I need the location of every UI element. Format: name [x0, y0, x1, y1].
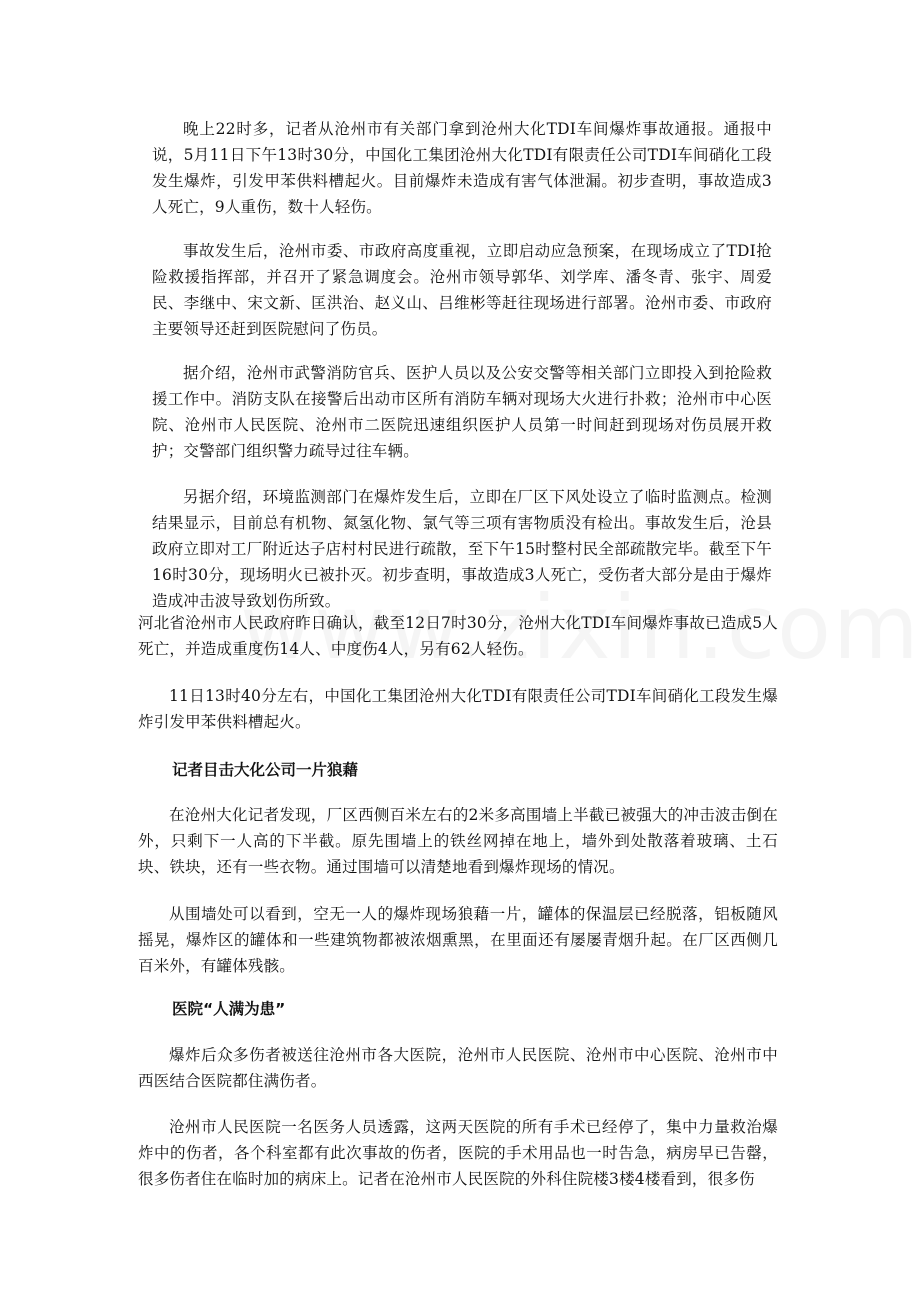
paragraph-scene-view: 从围墙处可以看到，空无一人的爆炸现场狼藉一片，罐体的保温层已经脱落，铝板随风摇晃，爆炸区的罐体和一些建筑物都被浓烟熏黑，在里面还有屡屡青烟升起。在厂区西侧几百米外，有罐体残骸。 — [138, 905, 778, 975]
paragraph-hospital-staff: 沧州市人民医院一名医务人员透露，这两天医院的所有手术已经停了，集中力量救治爆炸中的伤者，各个科室都有此次事故的伤者，医院的手术用品也一时告急，病房早已告罄，很多伤者住在临时加的病床上。记者在沧州市人民医院的外科住院楼3楼4楼看到，很多伤 — [138, 1118, 778, 1188]
paragraph-incident-report: 晚上22时多，记者从沧州市有关部门拿到沧州大化TDI车间爆炸事故通报。通报中说，5月11日下午13时30分，中国化工集团沧州大化TDI有限责任公司TDI车间硝化工段发生爆炸，引发甲苯供料槽起火。目前爆炸未造成有害气体泄漏。初步查明，事故造成3人死亡，9人重伤，数十人轻伤。 — [152, 120, 772, 216]
section-heading-scene: 记者目击大化公司一片狼藉 — [172, 761, 359, 779]
paragraph-explosion-time: 11日13时40分左右，中国化工集团沧州大化TDI有限责任公司TDI车间硝化工段发生爆炸引发甲苯供料槽起火。 — [138, 687, 778, 731]
paragraph-emergency-response: 事故发生后，沧州市委、市政府高度重视，立即启动应急预案，在现场成立了TDI抢险救援指挥部，并召开了紧急调度会。沧州市领导郭华、刘学库、潘冬青、张宇、周爱民、李继中、宋文新、匡洪治、赵义山、吕维彬等赶往现场进行部署。沧州市委、市政府主要领导还赶到医院慰问了伤员。 — [152, 242, 772, 338]
paragraph-casualty-update: 河北省沧州市人民政府昨日确认，截至12日7时30分，沧州大化TDI车间爆炸事故已造成5人死亡，并造成重度伤14人、中度伤4人，另有62人轻伤。 — [138, 614, 778, 658]
paragraph-scene-wall: 在沧州大化记者发现，厂区西侧百米左右的2米多高围墙上半截已被强大的冲击波击倒在外，只剩下一人高的下半截。原先围墙上的铁丝网掉在地上，墙外到处散落着玻璃、土石块、铁块，还有一些衣物。通过围墙可以清楚地看到爆炸现场的情况。 — [138, 806, 778, 876]
paragraph-environmental-monitoring: 另据介绍，环境监测部门在爆炸发生后，立即在厂区下风处设立了临时监测点。检测结果显示，目前总有机物、氮氢化物、氯气等三项有害物质没有检出。事故发生后，沧县政府立即对工厂附近达子店村村民进行疏散，至下午15时整村民全部疏散完毕。截至下午16时30分，现场明火已被扑灭。初步查明，事故造成3人死亡，受伤者大部分是由于爆炸造成冲击波导致划伤所致。 — [152, 488, 772, 610]
section-heading-hospital: 医院“人满为患” — [172, 1000, 286, 1018]
paragraph-hospitals-full: 爆炸后众多伤者被送往沧州市各大医院，沧州市人民医院、沧州市中心医院、沧州市中西医结合医院都住满伤者。 — [138, 1046, 778, 1090]
paragraph-rescue-work: 据介绍，沧州市武警消防官兵、医护人员以及公安交警等相关部门立即投入到抢险救援工作中。消防支队在接警后出动市区所有消防车辆对现场大火进行扑救；沧州市中心医院、沧州市人民医院、沧州市二医院迅速组织医护人员第一时间赶到现场对伤员展开救护；交警部门组织警力疏导过往车辆。 — [152, 364, 772, 460]
